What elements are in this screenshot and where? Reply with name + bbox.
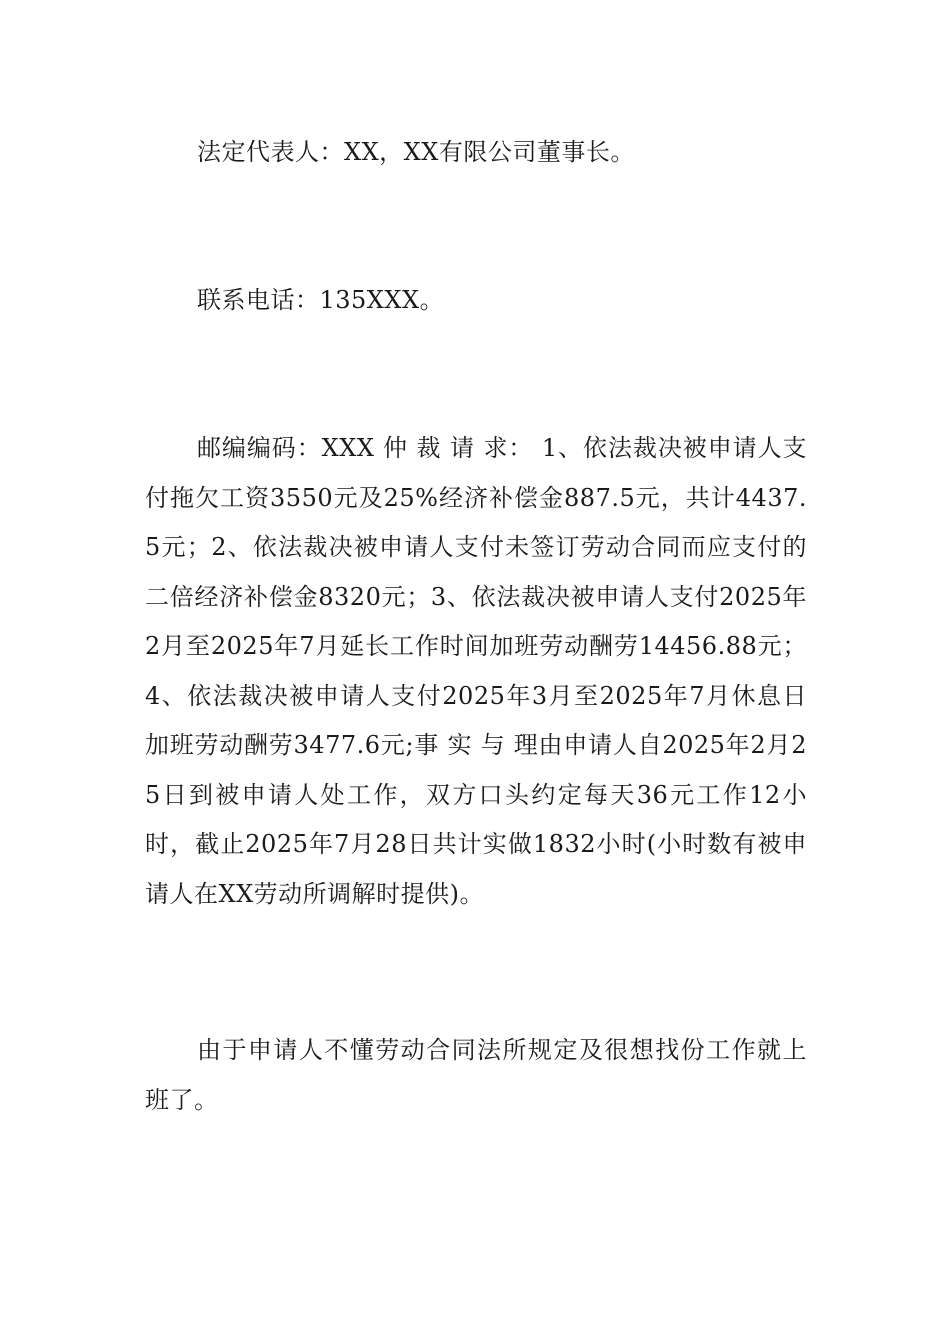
reason-paragraph: 由于申请人不懂劳动合同法所规定及很想找份工作就上班了。 [145,1036,807,1114]
contact-phone-paragraph: 联系电话：135XXX。 [197,286,445,314]
legal-representative-paragraph: 法定代表人：XX，XX有限公司董事长。 [197,138,635,166]
arbitration-request-paragraph: 邮编编码：XXX 仲 裁 请 求： 1、依法裁决被申请人支付拖欠工资3550元及25%经济补偿金887.5元，共计4437.5元；2、依法裁决被申请人支付未签订劳动合同而应支付的二倍经济补偿金8320元；3、依法裁决被申请人支付2025年2月至2025年7月延长工作时间加班劳动酬劳14456.88元； 4、依法裁决被申请人支付2025年3月至2025年7月休息日加班劳动酬劳3477.6元;事 实 与 理由申请人自2025年2月25日到被申请人处工作，双方口头约定每天36元工作12小时，截止2025年7月28日共计实做1832小时(小时数有被申请人在XX劳动所调解时提供)。 [145,434,807,908]
